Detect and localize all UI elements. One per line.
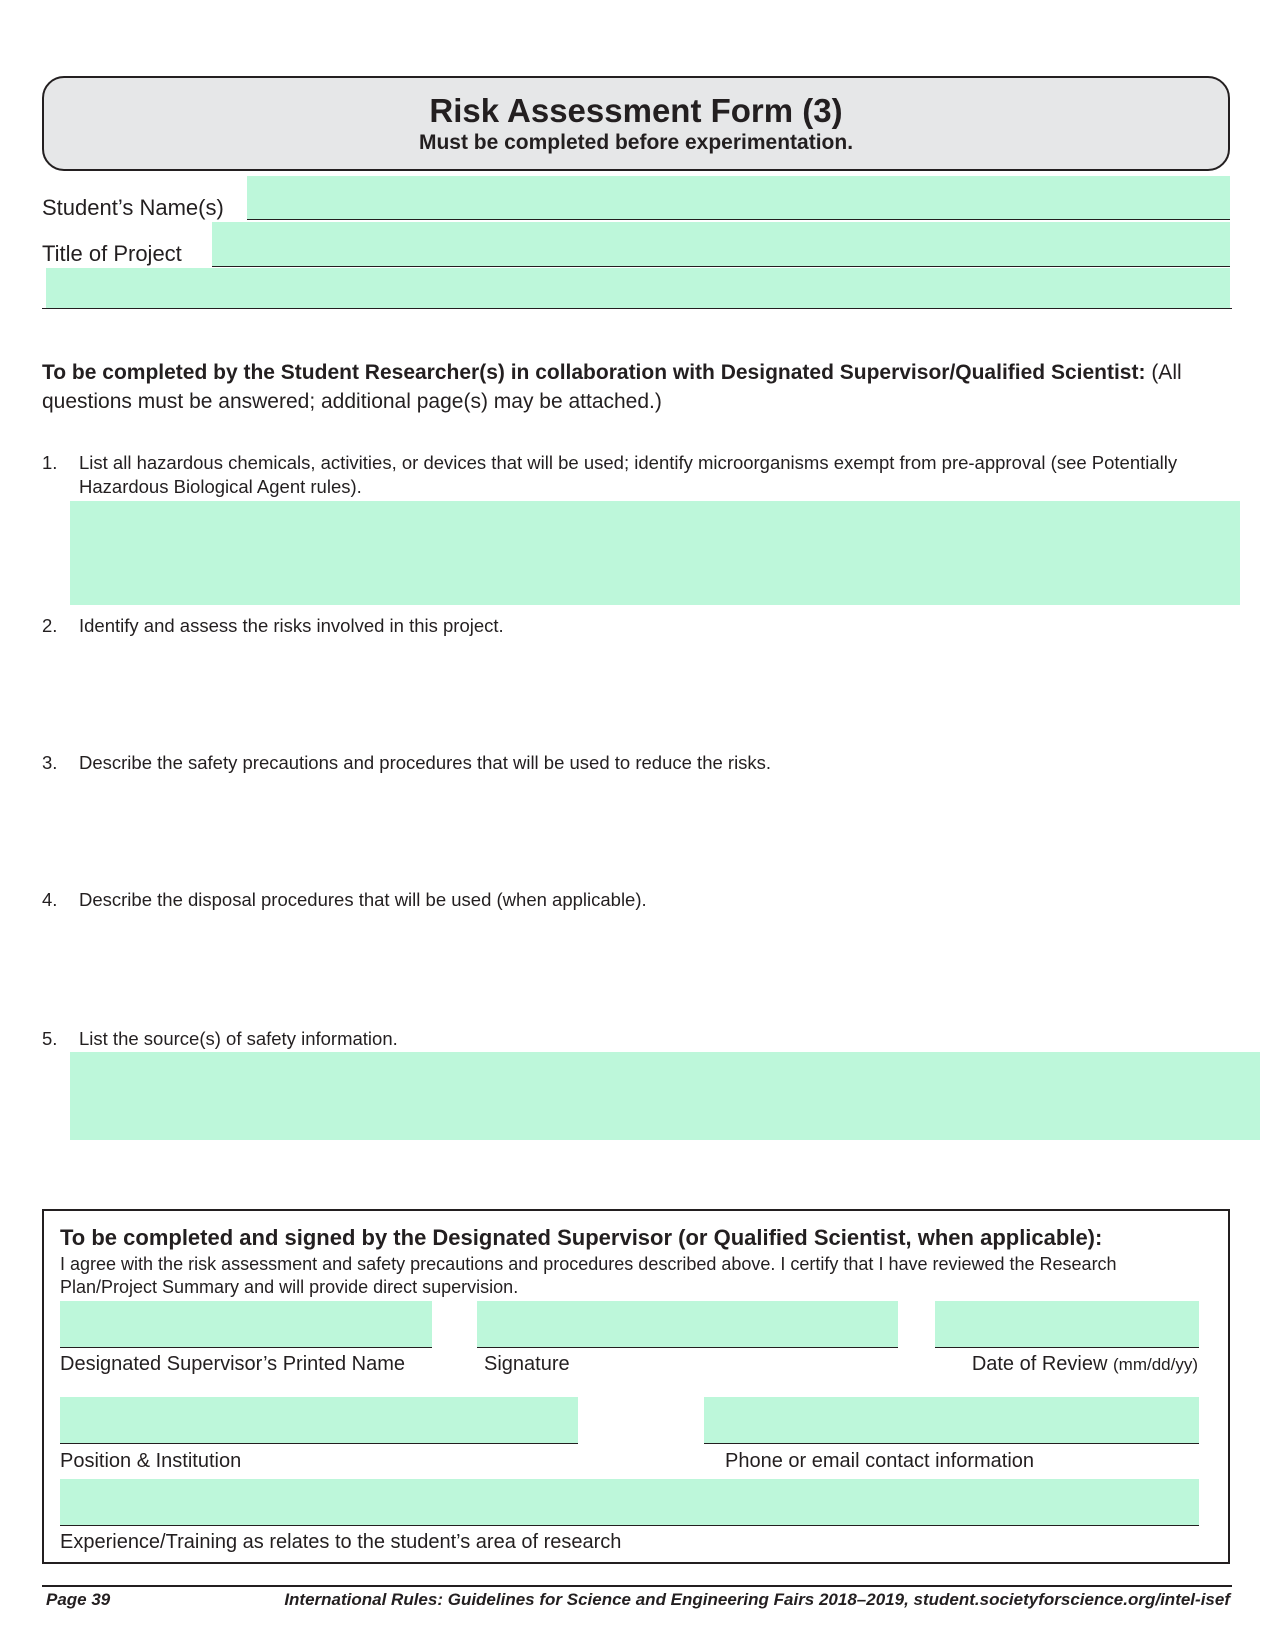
question-2 xyxy=(42,614,1232,638)
question-3 xyxy=(42,751,1232,775)
position-institution-field[interactable] xyxy=(60,1397,578,1443)
contact-information-field[interactable] xyxy=(704,1397,1199,1443)
students-name-underline xyxy=(247,219,1230,220)
question-text: List the source(s) of safety information. xyxy=(79,1028,398,1049)
experience-training-label: Experience/Training as relates to the student’s area of research xyxy=(60,1531,622,1553)
date-label-text: Date of Review xyxy=(971,1353,1108,1375)
title-of-project-underline-2 xyxy=(42,308,1232,309)
signature-field[interactable] xyxy=(477,1301,898,1347)
student-instructions xyxy=(42,358,1232,416)
question-4 xyxy=(42,888,1232,912)
question-number: 3. xyxy=(42,752,58,773)
form-subtitle: Must be completed before experimentation. xyxy=(418,131,854,154)
question-number: 1. xyxy=(42,452,58,473)
contact-information-label: Phone or email contact information xyxy=(725,1450,1035,1472)
student-instructions-heading: To be completed by the Student Researcher(s) in collaboration with Designated Supervisor/Qualified Scientist: xyxy=(42,361,1146,384)
question-text: Identify and assess the risks involved in this project. xyxy=(79,615,504,636)
date-of-review-field[interactable] xyxy=(935,1301,1199,1347)
question-number: 2. xyxy=(42,615,58,636)
footer-source: International Rules: Guidelines for Science and Engineering Fairs 2018–2019, student.societyforscience.org/intel-isef xyxy=(284,1590,1230,1609)
question-5 xyxy=(42,1027,1232,1051)
footer-rule xyxy=(42,1585,1232,1587)
question-5-answer-field[interactable] xyxy=(70,1052,1260,1140)
question-1-answer-field[interactable] xyxy=(70,501,1240,605)
printed-name-underline xyxy=(60,1347,432,1348)
title-of-project-underline xyxy=(212,266,1230,267)
question-text: List all hazardous chemicals, activities, or devices that will be used; identify microorganisms exempt from pre-approval (see Potentially Hazardous Biological Agent rules). xyxy=(79,452,1178,497)
supervisor-heading: To be completed and signed by the Designated Supervisor (or Qualified Scientist, when applicable): xyxy=(60,1225,1103,1250)
question-text: Describe the disposal procedures that will be used (when applicable). xyxy=(79,889,647,910)
printed-name-label: Designated Supervisor’s Printed Name xyxy=(60,1353,405,1375)
title-of-project-field[interactable] xyxy=(212,222,1230,266)
date-format-hint: (mm/dd/yy) xyxy=(1113,1355,1198,1374)
form-header xyxy=(42,76,1230,171)
contact-underline xyxy=(704,1443,1199,1444)
supervisor-printed-name-field[interactable] xyxy=(60,1301,432,1347)
signature-label: Signature xyxy=(484,1353,570,1375)
question-text: Describe the safety precautions and procedures that will be used to reduce the risks. xyxy=(79,752,772,773)
supervisor-section xyxy=(42,1209,1230,1564)
page-number: Page 39 xyxy=(46,1590,111,1609)
students-name-field[interactable] xyxy=(247,176,1230,219)
date-of-review-label xyxy=(972,1352,1198,1377)
form-title: Risk Assessment Form (3) xyxy=(429,92,843,129)
title-of-project-label: Title of Project xyxy=(42,241,182,266)
student-instructions-note: (All questions must be answered; additional page(s) may be attached.) xyxy=(42,361,1182,413)
question-number: 4. xyxy=(42,889,58,910)
question-number: 5. xyxy=(42,1028,58,1049)
title-of-project-field-line-2[interactable] xyxy=(46,268,1230,308)
position-underline xyxy=(60,1443,578,1444)
date-underline xyxy=(935,1347,1199,1348)
experience-underline xyxy=(60,1525,1199,1526)
signature-underline xyxy=(477,1347,898,1348)
students-name-label: Student’s Name(s) xyxy=(42,195,224,220)
experience-training-field[interactable] xyxy=(60,1479,1199,1525)
position-institution-label: Position & Institution xyxy=(60,1450,242,1472)
supervisor-statement: I agree with the risk assessment and safety precautions and procedures described above. I certify that I have reviewed the Research Plan/Project Summary and will provide direct supervision. xyxy=(60,1254,1117,1297)
question-1 xyxy=(42,451,1232,499)
